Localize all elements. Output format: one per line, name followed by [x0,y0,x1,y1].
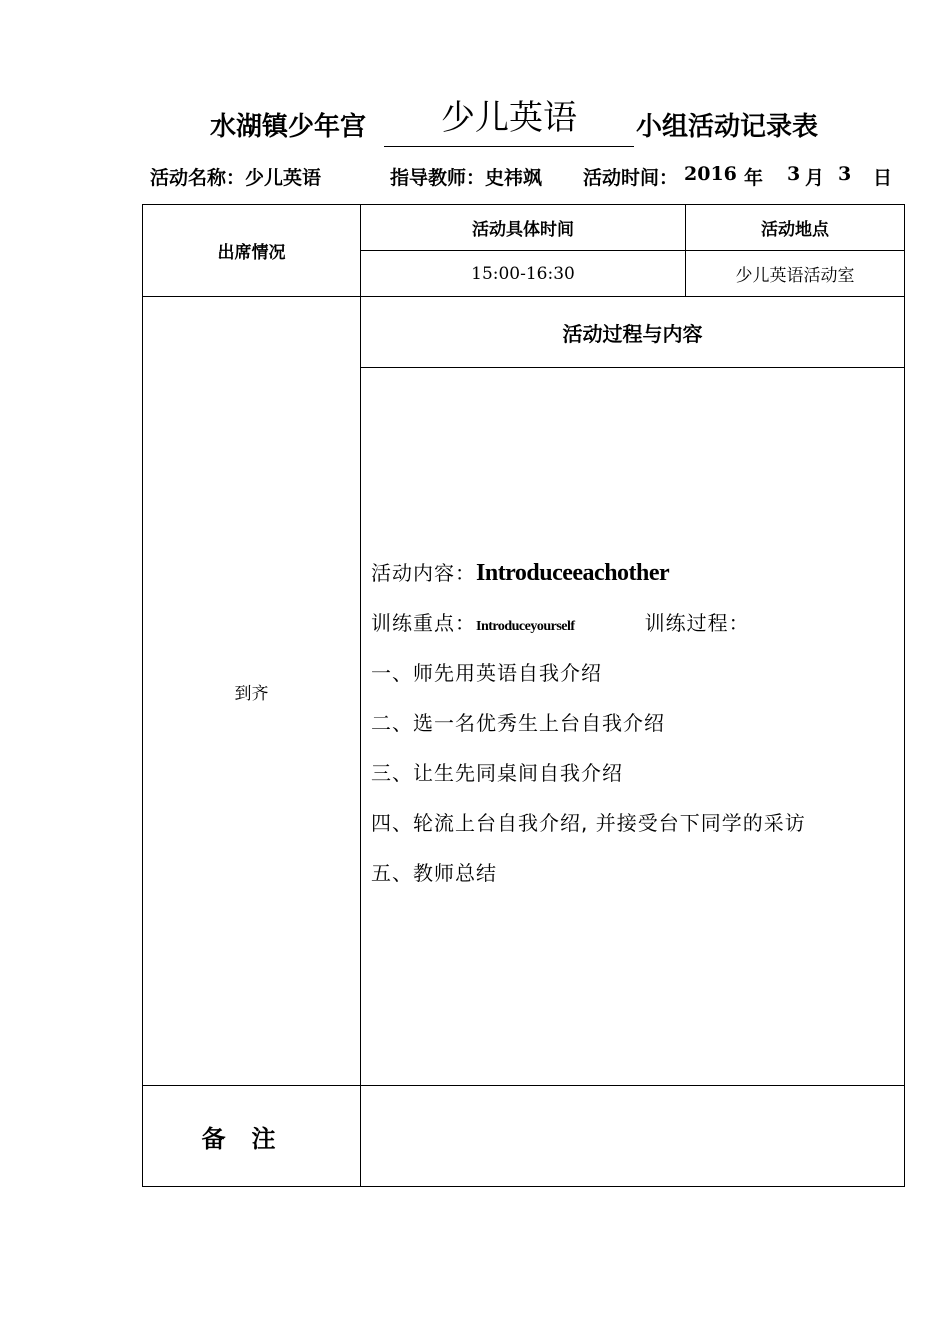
step-4: 四、轮流上台自我介绍, 并接受台下同学的采访 [371,811,806,835]
topic-line [371,558,806,608]
time-value: 15:00-16:30 [361,251,686,297]
activity-month: 3 [787,163,801,185]
attendance-header: 出席情况 [143,205,361,297]
process-header: 活动过程与内容 [361,297,905,368]
activity-year: 2016 [684,163,737,185]
process-content-cell [361,368,905,1086]
time-header: 活动具体时间 [361,205,686,251]
place-value: 少儿英语活动室 [686,251,905,297]
record-table [142,204,905,1187]
title-group-name: 少儿英语 [441,98,577,138]
remarks-value[interactable] [361,1086,905,1187]
remarks-header: 备注 [143,1086,361,1187]
attendance-value-text: 到齐 [234,683,269,704]
step-5: 五、教师总结 [371,861,497,885]
title-prefix: 水湖镇少年宫 [210,112,367,142]
document-title [0,86,950,150]
topic-label: 活动内容： [371,561,476,585]
process-label: 训练过程： [644,611,750,635]
activity-day: 3 [838,163,852,185]
year-unit: 年 [744,167,764,189]
process-content [371,558,806,908]
title-suffix: 小组活动记录表 [636,112,819,142]
step-1: 一、师先用英语自我介绍 [371,661,602,685]
topic-value: Introduceeachother [476,560,670,586]
step-3: 三、让生先同桌间自我介绍 [371,761,623,785]
focus-label: 训练重点： [371,611,476,635]
attendance-value [143,297,361,1086]
activity-name: 活动名称：少儿英语 [150,167,322,189]
focus-value: Introduceyourself [476,619,575,634]
focus-line [371,608,806,658]
step-2: 二、选一名优秀生上台自我介绍 [371,711,665,735]
day-unit: 日 [873,167,893,189]
month-unit: 月 [805,167,825,189]
activity-time-label: 活动时间： [583,167,679,189]
place-header: 活动地点 [686,205,905,251]
title-group-name-field [384,86,634,147]
teacher-name: 指导教师：史祎飒 [390,167,543,189]
